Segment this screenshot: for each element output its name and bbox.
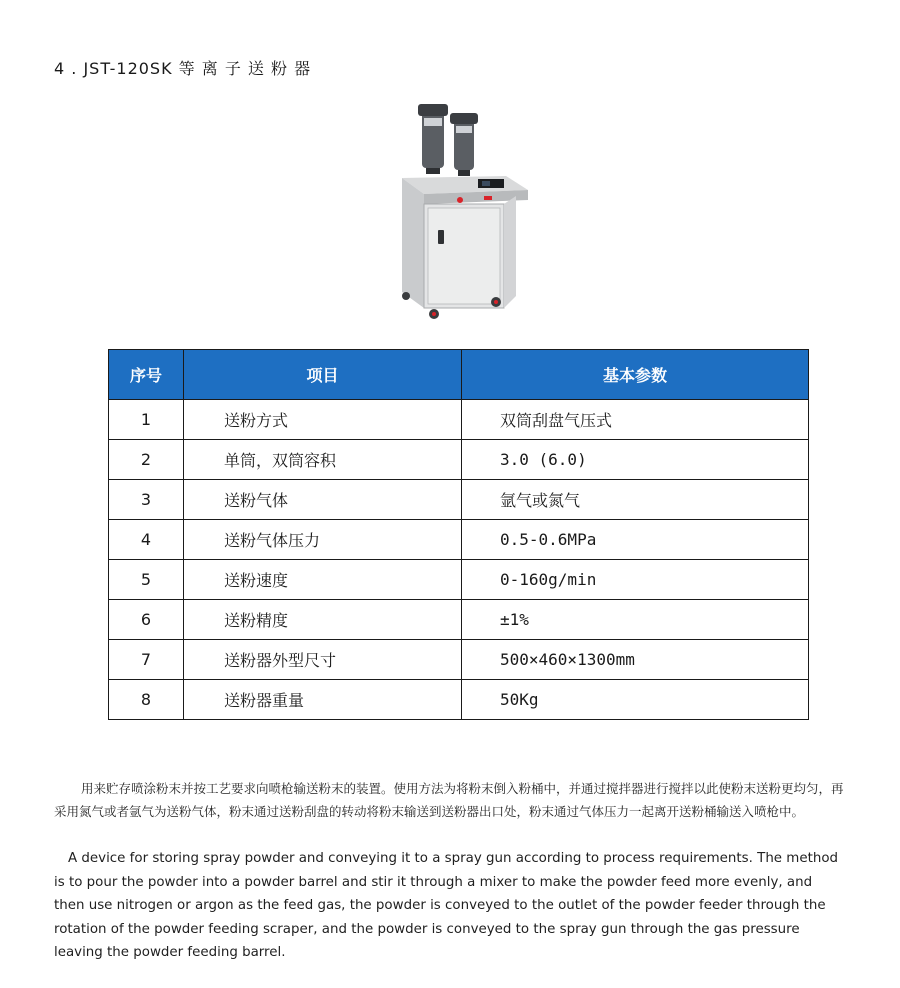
row-item: 送粉精度 xyxy=(184,600,462,640)
page-title: 4 . JST-120SK 等 离 子 送 粉 器 xyxy=(54,59,312,78)
table-row xyxy=(109,520,809,560)
row-value: 氩气或氮气 xyxy=(462,480,809,520)
spec-table xyxy=(108,349,809,720)
row-value: 0.5-0.6MPa xyxy=(462,520,809,560)
row-value: 双筒刮盘气压式 xyxy=(462,400,809,440)
header-item: 项目 xyxy=(184,350,462,400)
row-index: 8 xyxy=(109,680,184,720)
description-english: A device for storing spray powder and conveying it to a spray gun according to process requirements. The method is to pour the powder into a powder barrel and stir it through a mixer to make the powder feed more evenly, and then use nitrogen or argon as the feed gas, the powder is conveyed to the outlet of the powder feeder through the rotation of the powder feeding scraper, and the powder is conveyed to the spray gun through the gas pressure leaving the powder feeding barrel. xyxy=(54,851,839,961)
table-row xyxy=(109,600,809,640)
row-index: 5 xyxy=(109,560,184,600)
description-chinese: 用来贮存喷涂粉末并按工艺要求向喷枪输送粉末的装置。使用方法为将粉末倒入粉桶中，并通过搅拌器进行搅拌以此使粉末送粉更均匀，再采用氮气或者氩气为送粉气体，粉末通过送粉刮盘的转动将粉末输送到送粉器出口处，粉末通过气体压力一起离开送粉桶输送入喷枪中。 xyxy=(54,780,844,819)
table-header-row xyxy=(109,350,809,400)
row-index: 3 xyxy=(109,480,184,520)
table-row xyxy=(109,440,809,480)
row-item: 送粉器重量 xyxy=(184,680,462,720)
row-index: 7 xyxy=(109,640,184,680)
row-item: 送粉器外型尺寸 xyxy=(184,640,462,680)
table-row xyxy=(109,560,809,600)
row-value: 50Kg xyxy=(462,680,809,720)
header-index: 序号 xyxy=(109,350,184,400)
row-item: 送粉气体压力 xyxy=(184,520,462,560)
table-row xyxy=(109,640,809,680)
row-value: 0-160g/min xyxy=(462,560,809,600)
row-item: 送粉速度 xyxy=(184,560,462,600)
table-row xyxy=(109,680,809,720)
powder-feeder-image xyxy=(388,96,538,326)
row-value: 500×460×1300mm xyxy=(462,640,809,680)
row-index: 6 xyxy=(109,600,184,640)
row-index: 4 xyxy=(109,520,184,560)
row-item: 送粉方式 xyxy=(184,400,462,440)
row-item: 单筒，双筒容积 xyxy=(184,440,462,480)
table-row xyxy=(109,480,809,520)
row-value: 3.0 (6.0) xyxy=(462,440,809,480)
row-index: 2 xyxy=(109,440,184,480)
row-index: 1 xyxy=(109,400,184,440)
table-row xyxy=(109,400,809,440)
header-parameter: 基本参数 xyxy=(462,350,809,400)
row-value: ±1% xyxy=(462,600,809,640)
row-item: 送粉气体 xyxy=(184,480,462,520)
